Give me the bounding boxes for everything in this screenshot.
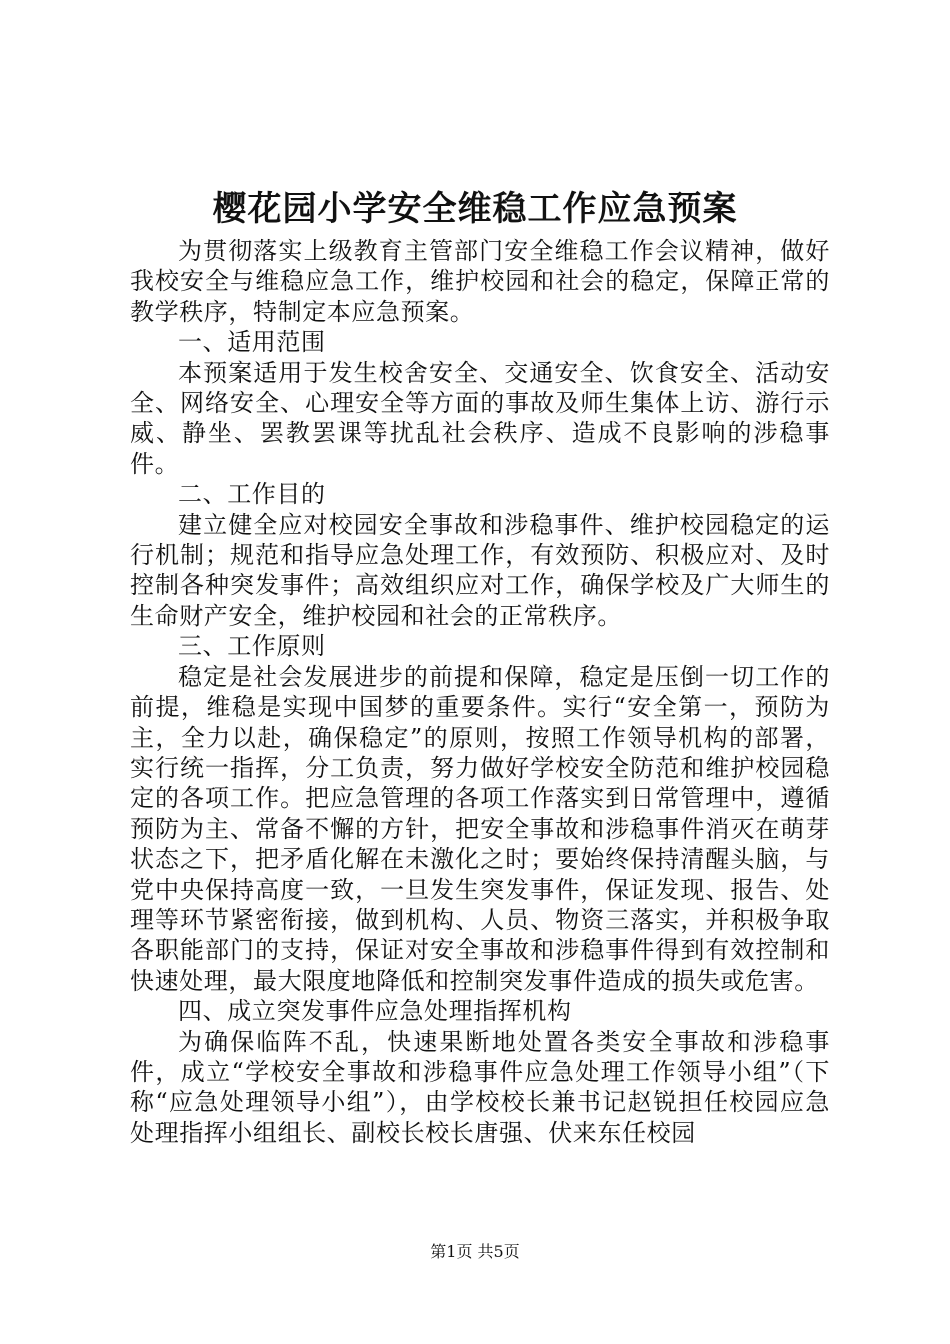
section-heading-purpose: 二、工作目的	[178, 480, 326, 509]
paragraph-command: 为确保临阵不乱，快速果断地处置各类安全事故和涉稳事件，成立“学校安全事故和涉稳事件应急处理工作领导小组”（下称“应急处理领导小组”），由学校校长兼书记赵锐担任校园应急处理指挥小组组长、副校长校长唐强、伏来东任校园	[130, 1027, 830, 1147]
section-heading-scope: 一、适用范围	[178, 328, 326, 357]
paragraph-scope: 本预案适用于发生校舍安全、交通安全、饮食安全、活动安全、网络安全、心理安全等方面的事故及师生集体上访、游行示威、静坐、罢教罢课等扰乱社会秩序、造成不良影响的涉稳事件。	[130, 358, 830, 478]
document-body	[130, 236, 830, 1148]
document-title: 樱花园小学安全维稳工作应急预案	[212, 189, 738, 229]
section-heading-principles: 三、工作原则	[178, 632, 326, 661]
page-footer: 第1页 共5页	[430, 1242, 520, 1261]
paragraph-intro: 为贯彻落实上级教育主管部门安全维稳工作会议精神，做好我校安全与维稳应急工作，维护校园和社会的稳定，保障正常的教学秩序，特制定本应急预案。	[130, 237, 830, 326]
section-heading-command: 四、成立突发事件应急处理指挥机构	[178, 997, 572, 1026]
paragraph-purpose: 建立健全应对校园安全事故和涉稳事件、维护校园稳定的运行机制；规范和指导应急处理工作，有效预防、积极应对、及时控制各种突发事件；高效组织应对工作，确保学校及广大师生的生命财产安全，维护校园和社会的正常秩序。	[130, 510, 830, 630]
paragraph-principles: 稳定是社会发展进步的前提和保障，稳定是压倒一切工作的前提，维稳是实现中国梦的重要条件。实行“安全第一，预防为主，全力以赴，确保稳定”的原则，按照工作领导机构的部署，实行统一指挥，分工负责，努力做好学校安全防范和维护校园稳定的各项工作。把应急管理的各项工作落实到日常管理中，遵循预防为主、常备不懈的方针，把安全事故和涉稳事件消灭在萌芽状态之下，把矛盾化解在未激化之时；要始终保持清醒头脑，与党中央保持高度一致，一旦发生突发事件，保证发现、报告、处理等环节紧密衔接，做到机构、人员、物资三落实，并积极争取各职能部门的支持，保证对安全事故和涉稳事件得到有效控制和快速处理，最大限度地降低和控制突发事件造成的损失或危害。	[130, 662, 830, 995]
